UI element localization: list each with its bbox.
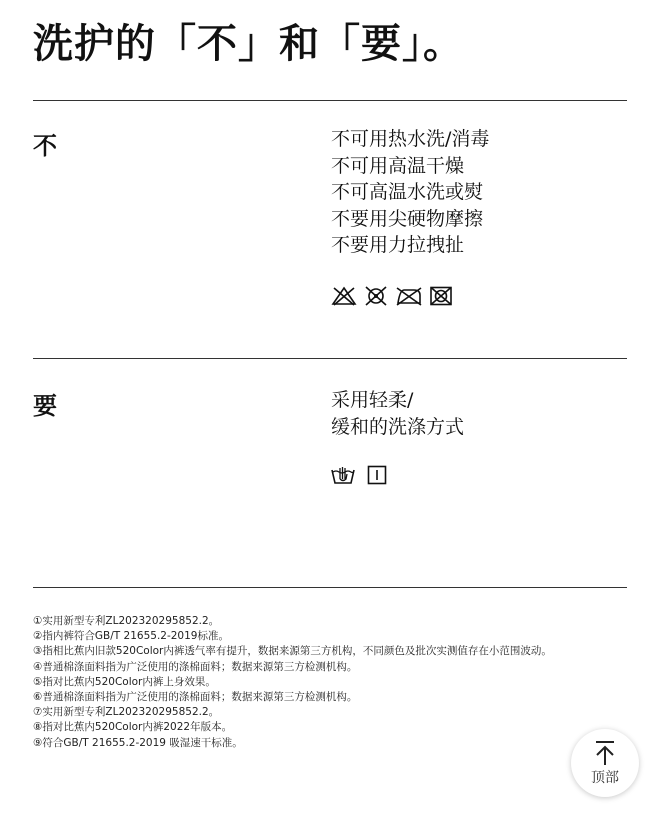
footnote: ⑦实用新型专利ZL202320295852.2。 xyxy=(33,706,220,719)
divider xyxy=(33,358,627,359)
do-item: 缓和的洗涤方式 xyxy=(331,415,465,438)
line-dry-icon xyxy=(367,465,387,485)
dont-item: 不要用尖硬物摩擦 xyxy=(331,207,484,230)
dont-care-icons xyxy=(331,286,453,306)
footnote: ⑨符合GB/T 21655.2-2019 吸湿速干标准。 xyxy=(33,736,243,749)
footnotes xyxy=(33,614,552,751)
dont-item: 不可用热水洗/消毒 xyxy=(331,128,490,150)
do-list xyxy=(331,387,464,440)
dont-item: 不可高温水洗或熨 xyxy=(331,181,484,203)
no-dry-clean-icon xyxy=(429,286,453,306)
section-label-dont: 不 xyxy=(33,132,57,160)
no-tumble-dry-icon xyxy=(363,286,389,306)
no-iron-icon xyxy=(395,286,423,306)
footnote: ⑤指对比蕉内520Color内裤上身效果。 xyxy=(33,675,216,688)
footnote: ①实用新型专利ZL202320295852.2。 xyxy=(33,615,220,627)
footnote: ④普通棉涤面料指为广泛使用的涤棉面料；数据来源第三方检测机构。 xyxy=(33,660,358,673)
footnote: ②指内裤符合GB/T 21655.2-2019标准。 xyxy=(33,630,229,643)
dont-item: 不要用力拉拽扯 xyxy=(331,234,465,256)
hand-wash-icon xyxy=(331,465,355,485)
page-title: 洗护的「不」和「要」。 xyxy=(33,21,464,67)
no-bleach-icon xyxy=(331,286,357,306)
divider xyxy=(33,100,627,101)
section-label-do: 要 xyxy=(33,392,57,420)
footnote: ③指相比蕉内旧款520Color内裤透气率有提升，数据来源第三方机构，不同颜色及批次实测值存在小范围波动。 xyxy=(33,645,552,658)
dont-list xyxy=(331,126,489,259)
back-to-top-label: 顶部 xyxy=(591,769,619,786)
dont-item: 不可用高温干燥 xyxy=(331,154,465,177)
do-item: 采用轻柔/ xyxy=(331,389,414,411)
arrow-up-icon xyxy=(593,740,617,766)
divider xyxy=(33,587,627,588)
back-to-top-button[interactable] xyxy=(571,729,639,797)
do-care-icons xyxy=(331,465,387,485)
footnote: ⑥普通棉涤面料指为广泛使用的涤棉面料；数据来源第三方检测机构。 xyxy=(33,691,358,704)
footnote: ⑧指对比蕉内520Color内裤2022年版本。 xyxy=(33,721,233,734)
